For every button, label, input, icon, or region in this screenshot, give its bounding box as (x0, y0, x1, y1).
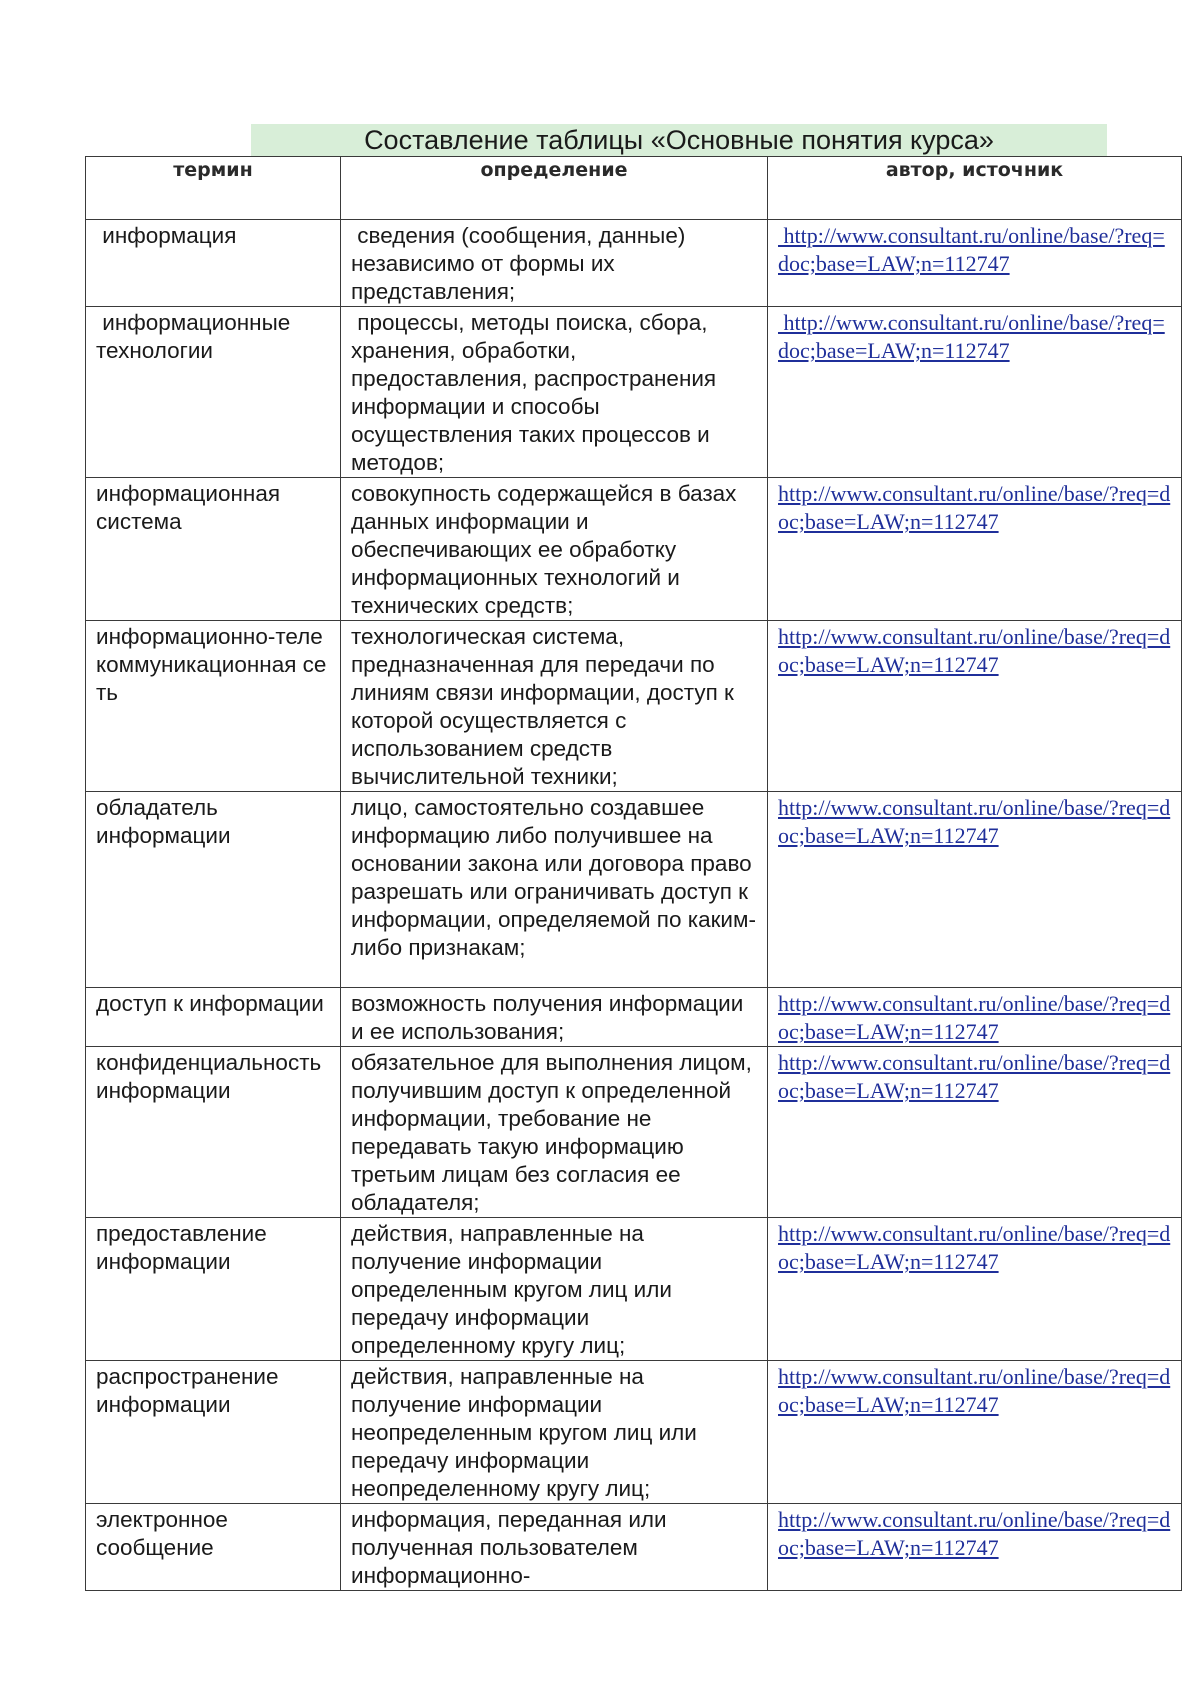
term-cell (86, 307, 341, 478)
definition-cell (341, 988, 768, 1047)
definition-cell (341, 1361, 768, 1504)
table-row (86, 1047, 1182, 1218)
term-text: информация (96, 223, 237, 248)
source-link[interactable]: http://www.consultant.ru/online/base/?req=doc;base=LAW;n=112747 (778, 795, 1171, 848)
definition-text: совокупность содержащейся в базах данных информации и обеспечивающих ее обработку информационных технологий и технических средств; (351, 481, 737, 618)
source-cell (768, 220, 1182, 307)
definition-text: обязательное для выполнения лицом, получившим доступ к определенной информации, требование не передавать такую информацию третьим лицам без согласия ее обладателя; (351, 1050, 752, 1215)
page-title: Составление таблицы «Основные понятия курса» (251, 124, 1107, 157)
source-link[interactable]: http://www.consultant.ru/online/base/?req=doc;base=LAW;n=112747 (778, 481, 1171, 534)
source-cell (768, 988, 1182, 1047)
definition-text: возможность получения информации и ее использования; (351, 991, 744, 1044)
source-cell (768, 1218, 1182, 1361)
column-header-definition: определение (341, 157, 768, 220)
definition-text: лицо, самостоятельно создавшее информацию либо получившее на основании закона или договора право разрешать или ограничивать доступ к информации, определяемой по каким-либо признакам; (351, 795, 756, 960)
source-link[interactable]: http://www.consultant.ru/online/base/?req=doc;base=LAW;n=112747 (778, 1364, 1171, 1417)
definition-text: технологическая система, предназначенная для передачи по линиям связи информации, доступ к которой осуществляется с использованием средств вычислительной техники; (351, 624, 734, 789)
source-cell (768, 307, 1182, 478)
definition-cell (341, 1504, 768, 1591)
table-row (86, 988, 1182, 1047)
definition-cell (341, 792, 768, 988)
term-cell (86, 988, 341, 1047)
table-row (86, 307, 1182, 478)
column-header-term: термин (86, 157, 341, 220)
definition-text: процессы, методы поиска, сбора, хранения, обработки, предоставления, распространения информации и способы осуществления таких процессов и методов; (351, 310, 723, 475)
table-row (86, 1504, 1182, 1591)
term-cell (86, 1504, 341, 1591)
term-text: электронное сообщение (96, 1507, 228, 1560)
term-text: конфиденциальность информации (96, 1050, 322, 1103)
source-cell (768, 792, 1182, 988)
term-text: информационные технологии (96, 310, 297, 363)
term-cell (86, 621, 341, 792)
table-row (86, 478, 1182, 621)
table-row (86, 1361, 1182, 1504)
source-link[interactable]: http://www.consultant.ru/online/base/?req=doc;base=LAW;n=112747 (778, 1507, 1171, 1560)
source-link[interactable]: http://www.consultant.ru/online/base/?req=doc;base=LAW;n=112747 (778, 1221, 1171, 1274)
source-link[interactable]: http://www.consultant.ru/online/base/?req=doc;base=LAW;n=112747 (778, 1050, 1171, 1103)
definition-text: информация, переданная или полученная пользователем информационно- (351, 1507, 667, 1588)
source-link[interactable]: http://www.consultant.ru/online/base/?req=doc;base=LAW;n=112747 (778, 991, 1171, 1044)
term-text: информационно-телекоммуникационная сеть (96, 624, 327, 705)
source-cell (768, 1047, 1182, 1218)
term-cell (86, 1218, 341, 1361)
terms-table (85, 156, 1182, 1591)
column-header-source: автор, источник (768, 157, 1182, 220)
term-cell (86, 220, 341, 307)
source-cell (768, 478, 1182, 621)
source-cell (768, 621, 1182, 792)
definition-text: сведения (сообщения, данные) независимо от формы их представления; (351, 223, 692, 304)
term-text: распространение информации (96, 1364, 279, 1417)
term-cell (86, 1361, 341, 1504)
table-row (86, 621, 1182, 792)
source-link[interactable]: http://www.consultant.ru/online/base/?req=doc;base=LAW;n=112747 (778, 310, 1165, 363)
definition-text: действия, направленные на получение информации неопределенным кругом лиц или передачу информации неопределенному кругу лиц; (351, 1364, 697, 1501)
definition-cell (341, 1047, 768, 1218)
table-header-row (86, 157, 1182, 220)
table-row (86, 220, 1182, 307)
definition-cell (341, 478, 768, 621)
definition-cell (341, 1218, 768, 1361)
definition-cell (341, 220, 768, 307)
source-cell (768, 1504, 1182, 1591)
term-cell (86, 792, 341, 988)
term-text: предоставление информации (96, 1221, 267, 1274)
definition-cell (341, 621, 768, 792)
table-row (86, 1218, 1182, 1361)
definition-cell (341, 307, 768, 478)
term-cell (86, 1047, 341, 1218)
source-link[interactable]: http://www.consultant.ru/online/base/?req=doc;base=LAW;n=112747 (778, 223, 1165, 276)
term-text: информационная система (96, 481, 281, 534)
definition-text: действия, направленные на получение информации определенным кругом лиц или передачу информации определенному кругу лиц; (351, 1221, 672, 1358)
source-cell (768, 1361, 1182, 1504)
source-link[interactable]: http://www.consultant.ru/online/base/?req=doc;base=LAW;n=112747 (778, 624, 1171, 677)
term-cell (86, 478, 341, 621)
term-text: обладатель информации (96, 795, 231, 848)
term-text: доступ к информации (96, 991, 324, 1016)
table-row (86, 792, 1182, 988)
